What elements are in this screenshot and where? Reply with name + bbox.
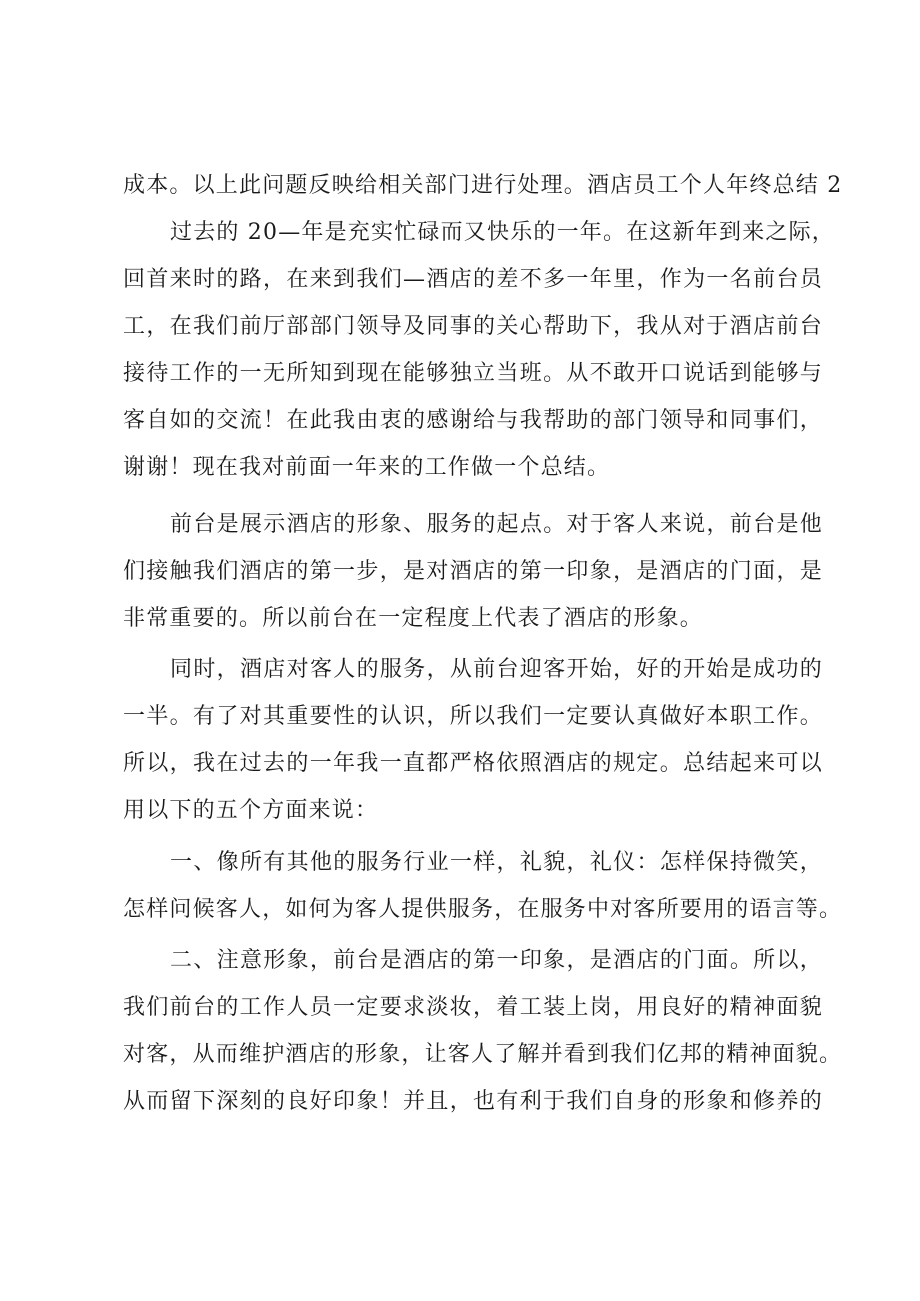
text-line: 成本。以上此问题反映给相关部门进行处理。酒店员工个人年终总结 2 bbox=[123, 173, 843, 198]
text-line: 从而留下深刻的良好印象！并且，也有利于我们自身的形象和修养的 bbox=[123, 1089, 823, 1114]
text-line: 客自如的交流！在此我由衷的感谢给与我帮助的部门领导和同事们， bbox=[123, 408, 823, 433]
paragraph-first-line: 二、注意形象，前台是酒店的第一印象，是酒店的门面。所以， bbox=[170, 948, 823, 973]
text-line: 对客，从而维护酒店的形象，让客人了解并看到我们亿邦的精神面貌。 bbox=[123, 1042, 843, 1067]
text-line: 用以下的五个方面来说： bbox=[123, 798, 379, 823]
text-line: 回首来时的路，在来到我们—酒店的差不多一年里，作为一名前台员 bbox=[123, 267, 823, 292]
paragraph-first-line: 过去的 20—年是充实忙碌而又快乐的一年。在这新年到来之际， bbox=[170, 220, 835, 245]
paragraph-first-line: 前台是展示酒店的形象、服务的起点。对于客人来说，前台是他 bbox=[170, 512, 823, 537]
text-line: 工，在我们前厅部部门领导及同事的关心帮助下，我从对于酒店前台 bbox=[123, 314, 823, 339]
text-line: 一半。有了对其重要性的认识，所以我们一定要认真做好本职工作。 bbox=[123, 704, 823, 729]
paragraph-first-line: 同时，酒店对客人的服务，从前台迎客开始，好的开始是成功的 bbox=[170, 657, 823, 682]
text-line: 谢谢！现在我对前面一年来的工作做一个总结。 bbox=[123, 455, 611, 480]
text-line: 非常重要的。所以前台在一定程度上代表了酒店的形象。 bbox=[123, 606, 704, 631]
text-line: 们接触我们酒店的第一步，是对酒店的第一印象，是酒店的门面，是 bbox=[123, 559, 823, 584]
text-line: 我们前台的工作人员一定要求淡妆，着工装上岗，用良好的精神面貌 bbox=[123, 995, 823, 1020]
text-line: 所以，我在过去的一年我一直都严格依照酒店的规定。总结起来可以 bbox=[123, 751, 823, 776]
paragraph-first-line: 一、像所有其他的服务行业一样，礼貌，礼仪：怎样保持微笑， bbox=[170, 850, 823, 875]
text-line: 接待工作的一无所知到现在能够独立当班。从不敢开口说话到能够与 bbox=[123, 361, 823, 386]
text-line: 怎样问候客人，如何为客人提供服务，在服务中对客所要用的语言等。 bbox=[123, 897, 843, 922]
